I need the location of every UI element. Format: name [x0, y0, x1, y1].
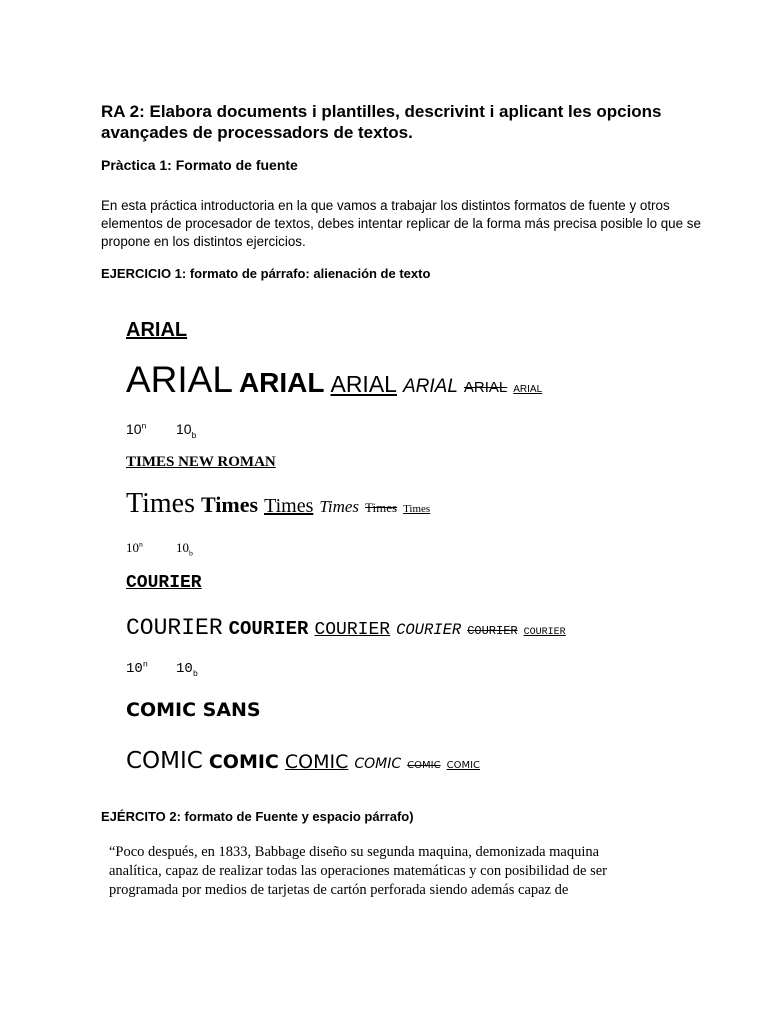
document-title-line-2: avançades de processadors de textos.	[101, 123, 413, 142]
comic-sample-regular: COMIC	[126, 748, 203, 774]
courier-superscript: n	[142, 659, 148, 670]
times-sample-small-underline: Times	[403, 503, 431, 515]
courier-sample-italic: COURIER	[396, 621, 462, 639]
courier-label: COURIER	[126, 573, 202, 593]
quote-line-2: analítica, capaz de realizar todas las operaciones matemáticas y con posibilidad de ser	[109, 863, 608, 879]
quote-line-1: “Poco después, en 1833, Babbage diseño su segunda maquina, demonizada maquina	[109, 844, 600, 860]
courier-sample-small-underline: COURIER	[523, 627, 566, 638]
times-samples	[126, 490, 430, 518]
intro-line-3: propone en los distintos ejercicios.	[101, 234, 306, 249]
courier-subscript-sample	[176, 661, 198, 679]
comic-sample-italic: COMIC	[354, 756, 402, 772]
arial-sample-italic: ARIAL	[402, 376, 458, 397]
times-subscript: b	[189, 548, 193, 558]
comic-label: COMIC SANS	[126, 699, 261, 721]
times-label: TIMES NEW ROMAN	[126, 454, 276, 470]
comic-sample-strikethrough: COMIC	[407, 760, 441, 771]
arial-sample-strikethrough: ARIAL	[463, 379, 508, 396]
arial-number: 10	[126, 421, 142, 437]
arial-superscript-sample	[126, 422, 146, 436]
courier-subscript: b	[192, 668, 198, 679]
courier-sample-underline: COURIER	[314, 620, 391, 640]
times-number: 10	[126, 540, 139, 555]
courier-sample-strikethrough: COURIER	[467, 624, 518, 638]
courier-samples	[126, 617, 566, 640]
arial-samples	[126, 361, 542, 398]
courier-sample-regular: COURIER	[126, 615, 223, 641]
arial-sample-underline: ARIAL	[330, 371, 397, 397]
document-title-line-1: RA 2: Elabora documents i plantilles, descrivint i aplicant les opcions	[101, 102, 662, 121]
times-sample-underline: Times	[264, 495, 314, 517]
arial-sample-regular: ARIAL	[126, 359, 233, 400]
times-superscript: n	[139, 539, 143, 549]
comic-sample-small-underline: COMIC	[446, 760, 481, 771]
arial-sample-small-underline: ARIAL	[513, 384, 543, 395]
times-sample-strikethrough: Times	[365, 500, 398, 515]
arial-sample-bold: ARIAL	[238, 367, 325, 398]
courier-number-2: 10	[176, 661, 193, 677]
arial-subscript: b	[191, 429, 197, 440]
times-subscript-sample	[176, 540, 193, 558]
comic-sample-bold: COMIC	[208, 751, 279, 773]
arial-subscript-sample	[176, 421, 197, 440]
times-sample-bold: Times	[201, 492, 259, 517]
intro-line-1: En esta práctica introductoria en la que vamos a trabajar los distintos formatos de fuente y otros	[101, 198, 670, 213]
comic-samples	[126, 750, 480, 773]
arial-superscript: n	[141, 420, 147, 431]
times-superscript-sample	[126, 541, 143, 554]
practice-title: Pràctica 1: Formato de fuente	[101, 157, 298, 173]
comic-sample-underline: COMIC	[284, 751, 349, 773]
courier-sample-bold: COURIER	[228, 618, 309, 640]
intro-line-2: elementos de procesador de textos, debes intentar replicar de la forma más precisa posible lo que se	[101, 216, 701, 231]
times-sample-regular: Times	[126, 488, 196, 519]
arial-label: ARIAL	[126, 319, 188, 341]
quote-line-3: programada por medios de tarjetas de cartón perforada siendo además capaz de	[109, 882, 569, 898]
arial-number-2: 10	[176, 421, 192, 437]
times-number-2: 10	[176, 540, 189, 555]
exercise-2-title: EJÉRCITO 2: formato de Fuente y espacio párrafo)	[101, 809, 414, 824]
exercise-1-title: EJERCICIO 1: formato de párrafo: alienación de texto	[101, 266, 431, 281]
courier-superscript-sample	[126, 659, 148, 677]
courier-number: 10	[126, 661, 143, 677]
times-sample-italic: Times	[319, 497, 360, 516]
